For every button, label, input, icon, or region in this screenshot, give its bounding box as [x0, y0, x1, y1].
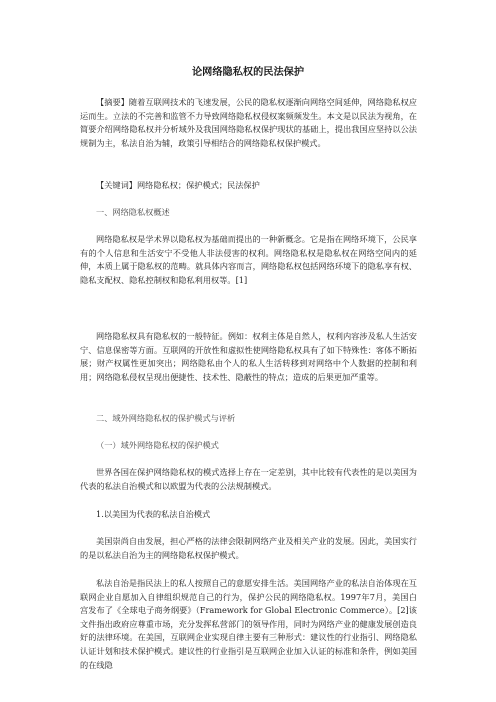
abstract-paragraph: 【摘要】随着互联网技术的飞速发展，公民的隐私权逐渐向网络空间延伸，网络隐私权应运而生。立法的不完善和监管不力导致网络隐私权侵权案频频发生。本文是以民法为视角，在简要介绍网络隐私权并分析域外及我国网络隐私权保护现状的基础上，提出我国应坚持以公法规制为主，私法自治为辅，政策引导相结合的网络隐私权保护模式。	[80, 97, 417, 148]
keywords-paragraph: 【关键词】网络隐私权；保护模式；民法保护	[96, 180, 260, 190]
section-2-item-1-heading: 1.以美国为代表的私法自治模式	[96, 509, 211, 519]
section-2-paragraph-2: 美国崇尚自由发展，担心严格的法律会限制网络产业及相关产业的发展。因此，美国实行的是以私法自治为主的网络隐私权保护模式。	[80, 536, 417, 560]
section-1-paragraph-1: 网络隐私权是学术界以隐私权为基础而提出的一种新概念。它是指在网络环境下，公民享有的个人信息和生活安宁不受他人非法侵害的权利。网络隐私权是隐私权在网络空间内的延伸，本质上属于隐私权的范畴。就具体内容而言，网络隐私权包括网络环境下的隐私享有权、隐私支配权、隐私控制权和隐私利用权等。[1]	[80, 234, 417, 285]
section-2-paragraph-3: 私法自治是指民法上的私人按照自己的意愿安排生活。美国网络产业的私法自治体现在互联网企业自愿加入自律组织规范自己的行为，保护公民的网络隐私权。1997年7月，美国白宫发布了《全球电子商务纲要》（Framework for Global Electronic Commerce）。[2]该文件指出政府应尊重市场，充分发挥私营部门的领导作用，同时为网络产业的健康发展创造良好的法律环境。在美国，互联网企业实现自律主要有三种形式：建议性的行业指引、网络隐私认证计划和技术保护模式。建议性的行业指引是互联网企业加入认证的标准和条件，例如美国的在线隐	[80, 578, 417, 670]
section-2-paragraph-1: 世界各国在保护网络隐私权的模式选择上存在一定差别，其中比较有代表性的是以美国为代表的私法自治模式和以欧盟为代表的公法规制模式。	[80, 467, 417, 491]
section-2-subheading-1: （一）域外网络隐私权的保护模式	[96, 440, 219, 450]
section-2-heading: 二、域外网络隐私权的保护模式与评析	[96, 413, 236, 423]
section-1-heading: 一、网络隐私权概述	[96, 207, 170, 217]
section-1-paragraph-2: 网络隐私权具有隐私权的一般特征。例如：权利主体是自然人，权利内容涉及私人生活安宁、信息保密等方面。互联网的开放性和虚拟性使网络隐私权具有了如下特殊性：客体不断拓展；财产权属性更加突出；网络隐私由个人的私人生活转移到对网络中个人数据的控制和利用；网络隐私侵权呈现出便捷性、技术性、隐蔽性的特点；造成的后果更加严重等。	[80, 331, 417, 382]
document-title: 论网络隐私权的民法保护	[191, 67, 305, 78]
